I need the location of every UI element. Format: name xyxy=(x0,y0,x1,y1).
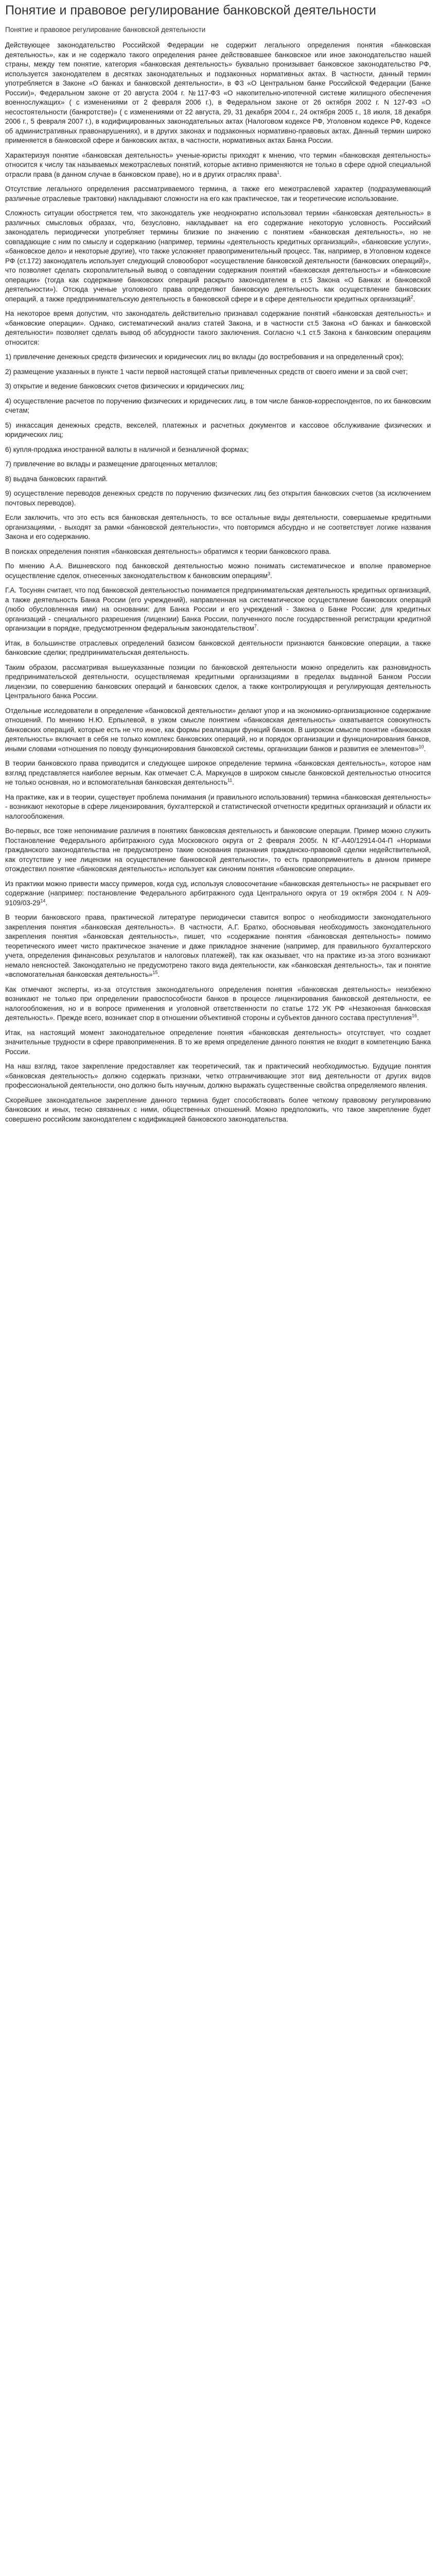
paragraph xyxy=(5,1096,431,1125)
paragraph-text: Итак, в большинстве отраслевых определений базисом банковской деятельности признаются банковские операции, а также банковские сделки; предпринимательская деятельность. xyxy=(5,639,431,656)
paragraph-text: 4) осуществление расчетов по поручению физических и юридических лиц, в том числе банков-корреспондентов, по их банковским счетам; xyxy=(5,397,431,414)
sentence-end: . xyxy=(45,899,48,907)
paragraph-text: 3) открытие и ведение банковских счетов физических и юридических лиц; xyxy=(5,382,245,390)
paragraph-text: Если заключить, что это есть вся банковская деятельность, то все остальные виды деятельности, совершаемые кредитными организациями, - выходят за рамки «банковской деятельности», что повторимся абсурдно и не соответствует логике названия Закона и его содержанию. xyxy=(5,514,431,540)
paragraph xyxy=(5,397,431,416)
article-subtitle: Понятие и правовое регулирование банковской деятельности xyxy=(5,26,206,33)
paragraph xyxy=(5,151,431,180)
paragraph xyxy=(5,445,431,455)
paragraph xyxy=(5,586,431,634)
paragraph xyxy=(5,547,431,557)
footnote-ref[interactable]: 10 xyxy=(418,744,424,749)
paragraph xyxy=(5,367,431,377)
paragraph-text: В теории банковского права приводится и следующее широкое определение термина «банковская деятельность», которое нам взгляд представляется наиболее верным. Как отмечает С.А. Маркунцов в широком смысле банковской деятельностью относится не только основная, но и вспомогательная банковская деятельность xyxy=(5,759,431,786)
paragraph xyxy=(5,184,431,204)
paragraph-text: 1) привлечение денежных средств физических и юридических лиц во вклады (до востребования и на определенный срок); xyxy=(5,353,404,361)
paragraph-text: На некоторое время допустим, что законодатель действительно признавал содержание понятий «банковская деятельность» и «банковские операции». Однако, систематический анализ статей Закона, и в частности ст.5 Закона «О банках и банковской деятельности» позволяет сделать вывод об абсурдности такого заключения. Согласно ч.1 ст.5 Закона к банковским операциям относится: xyxy=(5,310,431,346)
paragraph xyxy=(5,985,431,1023)
paragraph-text: 2) размещение указанных в пункте 1 части первой настоящей статьи привлеченных средств от своего имени и за свой счет; xyxy=(5,367,408,376)
paragraph xyxy=(5,879,431,908)
paragraph xyxy=(5,309,431,347)
paragraph-text: По мнению А.А. Вишневского под банковской деятельностью можно понимать систематическое и вполне правомерное осуществление сделок, отнесенных законодательством к банковским операциям xyxy=(5,562,431,580)
paragraph xyxy=(5,639,431,658)
sentence-end: . xyxy=(158,971,160,978)
paragraph-text: Скорейшее законодательное закрепление данного термина будет способствовать более четкому правовому регулированию банковских и иных, тесно связанных с ними, общественных отношений. Можно предположить, что такое закрепление будет совершено российским законодателем с кодификацией банковского законодательства. xyxy=(5,1096,431,1123)
paragraph xyxy=(5,1028,431,1057)
sentence-end: . xyxy=(424,744,426,753)
paragraph-text: Как отмечают эксперты, из-за отсутствия законодательного определения понятия «банковская деятельность» неизбежно возникают не только при определении правоспособности банков в процессе лицензирования банковской деятельности, ее налогообложения, но и в вопросе применения и уголовной ответственности по статье 172 УК РФ «Незаконная банковская деятельность». Прежде всего, возникает спор в отношении объективной стороны и субъектов данного состава преступления xyxy=(5,985,431,1022)
paragraph xyxy=(5,759,431,788)
paragraph-text: 7) привлечение во вклады и размещение драгоценных металлов; xyxy=(5,460,218,468)
paragraph-text: Отсутствие легального определения рассматриваемого термина, а также его межотраслевой характер (подразумевающий различные отраслевые трактовки) накладывают сложности на его как практическое, так и теоретические использование. xyxy=(5,185,431,202)
paragraph xyxy=(5,209,431,304)
sentence-end: . xyxy=(232,778,234,786)
sentence-end: . xyxy=(280,170,282,178)
paragraph xyxy=(5,826,431,874)
paragraph xyxy=(5,474,431,484)
paragraph xyxy=(5,382,431,392)
paragraph-text: 5) инкассация денежных средств, векселей, платежных и расчетных документов и кассовое обслуживание физических и юридических лиц; xyxy=(5,421,431,438)
paragraph-text: Отдельные исследователи в определение «банковской деятельности» делают упор и на экономико-организационное содержание отношений. По мнению Н.Ю. Ерпылевой, в узком смысле понятием «банковская деятельность» охватывается совокупность банковских операций, которые есть не что иное, как формы реализации функций банков. В широком смысле понятие «банковская деятельность» включает в себя не только комплекс банковских операций, но и порядок организации и функционирования банков, иными словами «отношения по поводу функционирования банковской системы, организации банков и развития ее элементов» xyxy=(5,706,431,753)
paragraph-text: Действующее законодательство Российской Федерации не содержит легального определения понятия «банковская деятельность», как и не содержало такого определения ранее действовавшее банковское или иное законодательство нашей страны, между тем понятие, категория «банковская деятельность» буквально пронизывает банковское законодательство РФ, используется законодателем в десятках законодательных и подзаконных нормативных актах. В частности, данный термин употребляется в Законе «О банках и банковской деятельности», в ФЗ «О Центральном банке Российской Федерации (Банке России)», Федеральном законе от 20 августа 2004 г. №117-ФЗ «О накопительно-ипотечной системе жилищного обеспечения военнослужащих» ( с изменениями от 2 февраля 2006 г.), в Федеральном законе от 26 октября 2002 г. N 127-ФЗ «О несостоятельности (банкротстве)» ( с изменениями от 22 августа, 29, 31 декабря 2004 г., 24 октября 2005 г., 18 июля, 18 декабря 2006 г., 5 февраля 2007 г.), в кодифицированных законодательных актах (Налоговом кодексе РФ, Уголовном кодексе РФ, Кодексе об административных правонарушениях), и в других законах и подзаконных нормативно-правовых актах. Данный термин широко применяется в банковской сфере и банковских актах, в частности, нормативных актах Банка России. xyxy=(5,41,431,144)
paragraph-text: Во-первых, все тоже непонимание различия в понятиях банковская деятельность и банковские операции. Пример можно служить Постановление Федерального арбитражного суда Московского округа от 2 февраля 2005г. N КГ-А40/12914-04-П «Нормами гражданского законодательства не предусмотрено такие основания признания гражданско-правовой сделки недействительной, как отсутствие у нее лицензии на осуществление банковской деятельности», то есть правоприменитель в данном примере отождествил понятие «банковская деятельность» использует как синоним понятия «банковские операции». xyxy=(5,827,431,873)
paragraph-text: На практике, как и в теории, существует проблема понимания (и правильного использования) термина «банковская деятельность» - возникают некоторые в сфере лицензирования, бухгалтерской и статистической отчетности кредитных организаций и области их налогообложения. xyxy=(5,793,431,820)
footnote-ref[interactable]: 7 xyxy=(254,623,257,629)
sentence-end: . xyxy=(256,624,259,632)
sentence-end: . xyxy=(417,1014,419,1022)
paragraph-text: Г.А. Тосунян считает, что под банковской деятельностью понимается предпринимательская деятельность кредитных организаций, а также деятельность Банка России (его учреждений), направленная на систематическое осуществление банковских операций (любо обусловленная ими) на основании: для Банка России и его учреждений - Закона о Банке России; для кредитных организаций - специального разрешения (лицензии) Банка России, полученного после государственной регистрации кредитной организации в порядке, предусмотренном федеральным законодательством xyxy=(5,586,431,632)
paragraph xyxy=(5,663,431,701)
paragraph-text: Итак, на настоящий момент законодательное определение понятия «банковская деятельность» отсутствует, что создает значительные трудности в сфере правоприменения. В то же время определение данного понятия не входит в компетенцию Банка России. xyxy=(5,1028,431,1056)
footnote-ref[interactable]: 16 xyxy=(411,1013,417,1019)
paragraph xyxy=(5,793,431,822)
paragraph xyxy=(5,913,431,980)
footnote-ref[interactable]: 14 xyxy=(40,898,46,903)
paragraph-text: В теории банковского права, практической литературе периодически ставится вопрос о необходимости законодательного закрепления понятия «банковская деятельность». В частности, А.Г. Братко, обосновывая необходимость законодательного закрепления понятия «банковская деятельность», пишет, что «содержание понятия «банковская деятельность» помимо теоретического имеет чисто практическое значение и даже прикладное значение (например, для правильного бухгалтерского учета, определения финансовых результатов и налоговых платежей), так как оказывает, что на практике из-за этого возникают немало неясностей. Законодательно не предусмотрено такого вида деятельности, как «банковская деятельность», так и понятие «вспомогательная банковская деятельность» xyxy=(5,913,431,978)
footnote-ref[interactable]: 15 xyxy=(152,970,158,975)
footnote-ref[interactable]: 2 xyxy=(410,294,413,299)
paragraph xyxy=(5,1062,431,1091)
paragraph xyxy=(5,706,431,754)
paragraph xyxy=(5,352,431,362)
paragraph-text: Таким образом, рассматривая вышеуказанные позиции по банковской деятельности можно определить как разновидность предпринимательской деятельности, осуществляемая кредитными организациями в пределах выданной Банком России лицензии, по совершению банковских операций и банковских сделок, а также контролирующая и регулирующая деятельность Центрального банка России. xyxy=(5,663,431,700)
article-body xyxy=(5,41,431,1124)
sentence-end: . xyxy=(270,571,272,580)
footnote-ref[interactable]: 1 xyxy=(277,170,280,175)
paragraph xyxy=(5,460,431,469)
paragraph-text: 6) купля-продажа иностранной валюты в наличной и безналичной формах; xyxy=(5,445,249,453)
paragraph xyxy=(5,41,431,146)
paragraph-text: 8) выдача банковских гарантий. xyxy=(5,474,108,483)
paragraph xyxy=(5,562,431,581)
paragraph-text: На наш взгляд, такое закрепление предоставляет как теоретический, так и практический необходимостью. Будущие понятия «банковская деятельность» должно содержать признаки, четко отграничивающие этот вид деятельности от других видов профессиональной деятельности, оно должно быть научным, должно выражать существенные свойства определяемого явления. xyxy=(5,1062,431,1089)
footnote-ref[interactable]: 11 xyxy=(227,777,233,783)
paragraph-text: В поисках определения понятия «банковская деятельность» обратимся к теории банковского права. xyxy=(5,547,331,555)
article xyxy=(0,2,436,1140)
paragraph-text: Сложность ситуации обостряется тем, что законодатель уже неоднократно использовал термин «банковская деятельность» в различных смысловых образах, что, безусловно, накладывает на его содержание некоторую условность. Российский законодатель периодически употребляет термины близкие по значению с понятием «банковская деятельность», но не совпадающие с ним по смыслу и содержанию (например, термины «деятельность кредитных организаций», «банковские услуги», «банковское дело» и некоторые другие), что также усложняет правоприменительный процесс. Так, например, в Уголовном кодексе РФ (ст.172) законодатель использует следующий словооборот «осуществление банковской деятельности (банковских операций)», что позволяет сделать скоропалительный вывод о совпадении содержания понятий «банковская деятельность» и «банковские операции» (тогда как содержание банковских операций раскрыто законодателем в ст.5 Закона «О Банках и банковской деятельности»). Отсюда ученые уголовного права определяют банковскую деятельность как осуществление банковских операций, а также предпринимательскую деятельность в банковской сфере и в сфере деятельности кредитных организаций xyxy=(5,209,431,303)
paragraph-text: 9) осуществление переводов денежных средств по поручению физических лиц без открытия банковских счетов (за исключением почтовых переводов). xyxy=(5,489,431,507)
paragraph-text: Из практики можно привести массу примеров, когда суд, используя словосочетание «банковская деятельность» не раскрывает его содержание (например: постановление Федерального арбитражного суда Центрального округа от 19 октября 2004 г. N А09-9109/03-29 xyxy=(5,879,431,907)
paragraph xyxy=(5,513,431,542)
footnote-ref[interactable]: 3 xyxy=(267,571,270,576)
sentence-end: . xyxy=(413,295,415,303)
page-title: Понятие и правовое регулирование банковской деятельности xyxy=(5,3,376,18)
paragraph-text: Характеризуя понятие «банковская деятельность» ученые-юристы приходят к мнению, что термин «банковская деятельность» относится к числу так называемых межотраслевых понятий, которые активно применяются не только в сфере одной специальной отрасли права (в данном случае в банковском праве), но и в других отраслях права xyxy=(5,151,431,178)
paragraph xyxy=(5,489,431,508)
paragraph xyxy=(5,421,431,440)
